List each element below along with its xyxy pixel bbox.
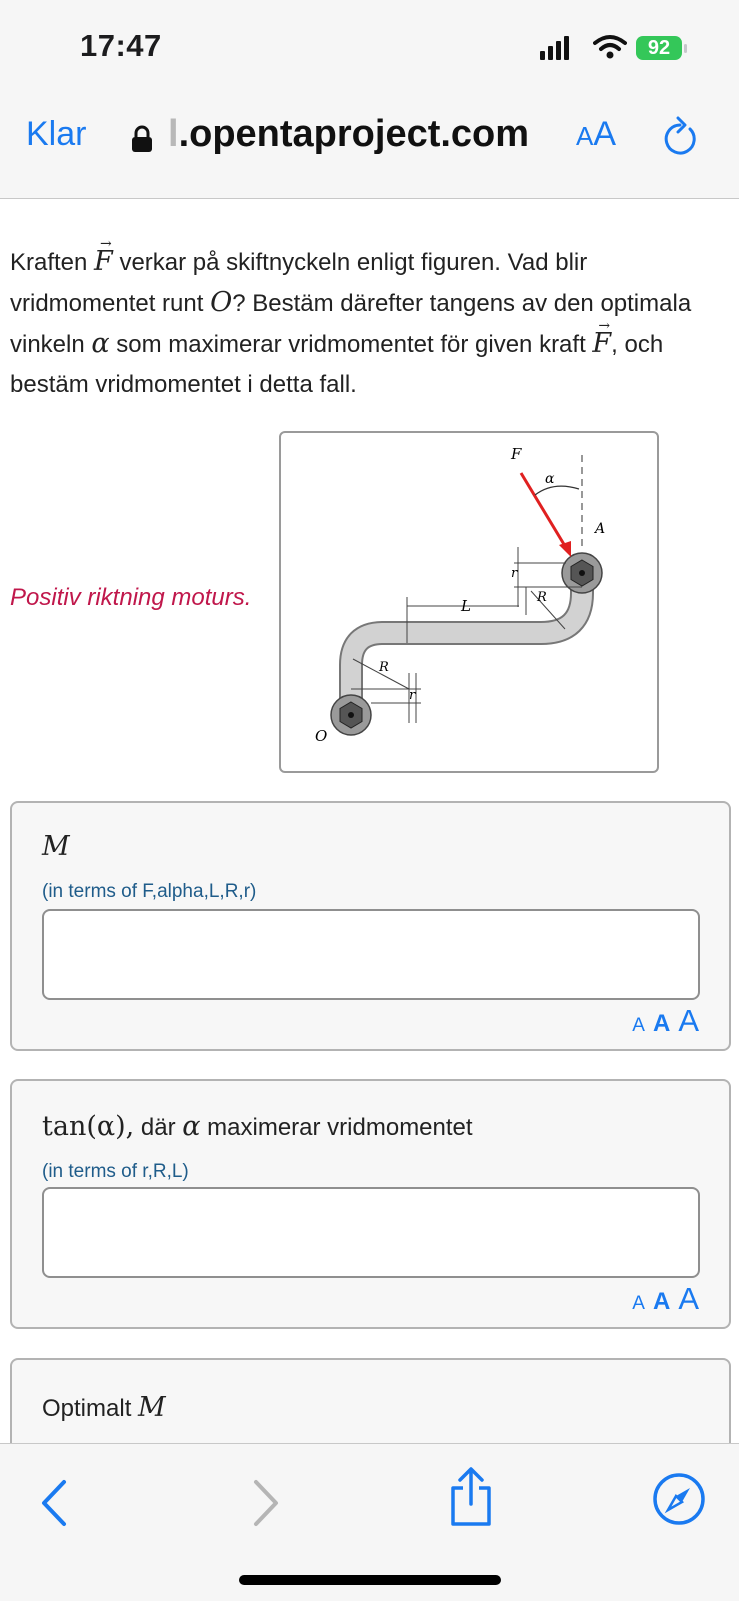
font-size-medium-button[interactable]: A [652, 1010, 671, 1037]
label-f: F [511, 445, 522, 463]
forward-chevron-icon[interactable] [250, 1478, 282, 1528]
battery-indicator: 92 [636, 36, 682, 60]
problem-statement [10, 242, 710, 405]
answer-box-moment [10, 801, 731, 1051]
label-text: maximerar vridmomentet [200, 1114, 473, 1141]
force-symbol: → F [592, 324, 611, 364]
alpha-angle-arc [535, 486, 579, 495]
lock-icon [131, 125, 153, 153]
problem-text: Kraften [10, 249, 95, 276]
wrench-figure [279, 431, 659, 773]
cellular-signal-icon [540, 36, 572, 60]
problem-text: verkar på skiftnyckeln enligt figuren. Vad blir vridmomentet runt [10, 249, 588, 317]
label-r-top: r [511, 566, 518, 581]
url-field[interactable] [168, 113, 529, 156]
aa-big-glyph: A [593, 115, 617, 153]
font-size-controls [624, 1003, 699, 1039]
problem-text: som maximerar vridmomentet för given kraft [109, 331, 593, 358]
url-domain: .opentaproject.com [178, 113, 530, 155]
answer-label-optimal-m [42, 1392, 166, 1423]
label-o: O [315, 727, 328, 745]
url-faded-prefix: l [168, 113, 179, 155]
text-size-button[interactable] [576, 115, 616, 154]
moment-input[interactable] [42, 909, 700, 1000]
font-size-large-button[interactable]: A [678, 1003, 699, 1038]
answer-label-m: M [42, 831, 70, 862]
label-alpha: α [545, 471, 555, 487]
wrench-outline [351, 573, 582, 715]
reload-icon[interactable] [660, 115, 700, 159]
problem-text: ? Bestäm därefter tangens av den optimala vinkeln [10, 290, 692, 358]
aa-small-glyph: A [576, 121, 594, 151]
wifi-icon [593, 34, 627, 60]
answer-label-tan-alpha [42, 1111, 473, 1142]
answer-box-tan-alpha [10, 1079, 731, 1329]
wrench-diagram [281, 433, 657, 771]
label-text: Optimalt [42, 1395, 139, 1422]
label-text: där [134, 1114, 183, 1141]
label-r-bottom: r [409, 688, 416, 703]
label-l: L [461, 597, 471, 615]
share-icon[interactable] [447, 1466, 495, 1528]
font-size-medium-button[interactable]: A [652, 1288, 671, 1315]
compass-safari-icon[interactable] [652, 1472, 706, 1526]
answer-hint: (in terms of F,alpha,L,R,r) [42, 881, 257, 902]
alpha-symbol: α [182, 1111, 201, 1142]
m-symbol: M [138, 1392, 166, 1423]
font-size-large-button[interactable]: A [678, 1281, 699, 1316]
label-r-bottom-radius: R [379, 660, 389, 675]
alpha-symbol: α [91, 328, 110, 359]
browser-nav-bar [0, 95, 739, 199]
label-r-top-radius: R [537, 590, 547, 605]
back-chevron-icon[interactable] [38, 1478, 70, 1528]
home-indicator [239, 1575, 501, 1585]
font-size-controls [624, 1281, 699, 1317]
answer-hint: (in terms of r,R,L) [42, 1161, 189, 1182]
status-bar [0, 0, 739, 95]
battery-cap [684, 44, 687, 53]
problem-text: , och bestäm vridmomentet i detta fall. [10, 331, 664, 398]
label-a: A [595, 521, 606, 537]
force-arrow-head [559, 541, 571, 557]
done-button[interactable]: Klar [26, 115, 87, 153]
positive-direction-note: Positiv riktning moturs. [10, 584, 252, 611]
font-size-small-button[interactable]: A [632, 1015, 645, 1036]
font-size-small-button[interactable]: A [632, 1293, 645, 1314]
tan-alpha-input[interactable] [42, 1187, 700, 1278]
force-symbol: → F [94, 242, 113, 282]
status-time: 17:47 [80, 28, 162, 63]
tan-alpha-math: tan(α), [42, 1111, 135, 1142]
point-o-symbol: O [210, 287, 233, 318]
